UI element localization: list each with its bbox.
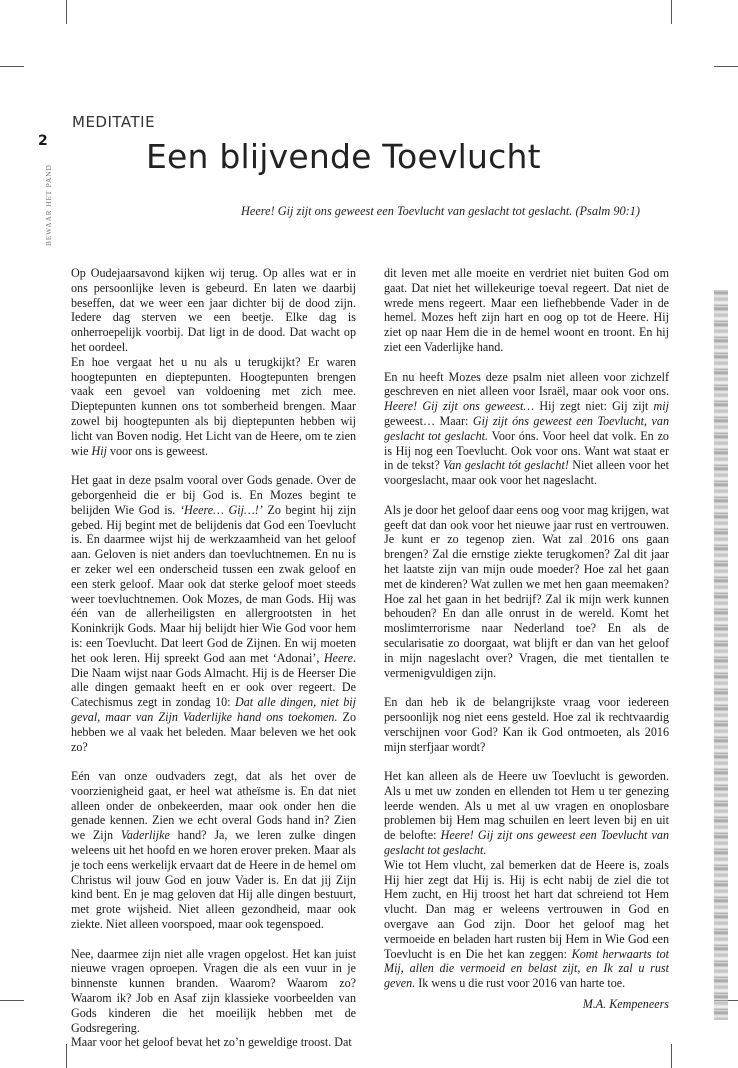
section-label: MEDITATIE	[72, 113, 156, 131]
paragraph: En hoe vergaat het u nu als u terugkijkt? Er waren hoogtepunten en dieptepunten. Hoogtepunten brengen vaak een gevoel van voldoening met zich mee. Dieptepunten kunnen ons tot somberheid brengen. Maar zowel bij hoogtepunten als bij dieptepunten hebben wij licht van Boven nodig. Het Licht van de Heere, om te zien wie Hij voor ons is geweest.	[71, 354, 356, 458]
paragraph: Maar voor het geloof bevat het zo’n geweldige troost. Dat	[71, 1035, 352, 1050]
left-column	[71, 266, 356, 1065]
paragraph: Wie tot Hem vlucht, zal bemerken dat de Heere is, zoals Hij hier zegt dat Hij is. Hij is echt nabij de ziel die tot Hem zucht, en Hij troost het hart dat schreiend tot Hem vlucht. Dan mag er weleens vertrouwen in God en overgave aan God zijn. Door het geloof mag het vermoeide en beladen hart rusten bij Hem in Wie God een Toevlucht is en Die het kan zeggen: Komt herwaarts tot Mij, allen die vermoeid en belast zijt, en Ik zal u rust geven. Ik wens u die rust voor 2016 van harte toe.	[384, 857, 670, 991]
page-title: Een blijvende Toevlucht	[146, 137, 541, 176]
paragraph: En dan heb ik de belangrijkste vraag voor iedereen persoonlijk nog niet eens gesteld. Hoe zal ik rechtvaardig verschijnen voor God? Kan ik God ontmoeten, als 2016 mijn sterfjaar wordt?	[384, 695, 669, 754]
crop-mark-bottom-left-h	[0, 1000, 24, 1001]
paragraph: Het gaat in deze psalm vooral over Gods genade. Over de geborgenheid die er bij God is. En Mozes begint te belijden Wie God is. ‘Heere… Gij…!’ Zo begint hij zijn gebed. Hij begint met de belijdenis dat God een Toevlucht is. En daarmee wijst hij de werkzaamheid van het geloof aan. Geloven is niet anders dan toevluchtnemen. En nu is er zeker wel een onderscheid tussen een zwak geloof en een sterk geloof. Maar ook dat sterke geloof moet steeds weer toevluchtnemen. Ook Mozes, de man Gods. Hij was één van de allerheiligsten en allergrootsten in het Koninkrijk Gods. Maar hij belijdt hier Wie God voor hem is: een Toevlucht. Dat leert God de Zijnen. En wij moeten het ook leren. Hij spreekt God aan met ‘Adonai’, Heere. Die Naam wijst naar Gods Almacht. Hij is de Heerser Die alle dingen gemaakt heeft en er ook over regeert. De Catechismus zegt in zondag 10: Dat alle dingen, niet bij geval, maar van Zijn Vaderlijke hand ons toekomen. Zo hebben we al vaak het beleden. Maar beleven we het ook zo?	[71, 473, 356, 754]
decorative-wood-grain-strip	[714, 290, 728, 1020]
paragraph: Nee, daarmee zijn niet alle vragen opgelost. Het kan juist nieuwe vragen oproepen. Vragen die als een vuur in je binnenste kunnen branden. Waarom? Waarom zo? Waarom ik? Job en Asaf zijn klassieke voorbeelden van Gods kinderen die het moeilijk hebben met de Godsregering.	[71, 946, 356, 1035]
paragraph: En nu heeft Mozes deze psalm niet alleen voor zichzelf geschreven en niet alleen voor Israël, maar ook voor ons. Heere! Gij zijt ons geweest… Hij zegt niet: Gij zijt mij geweest… Maar: Gij zijt óns geweest een Toevlucht, van geslacht tot geslacht. Voor óns. Voor heel dat volk. En zo is Hij nog een Toevlucht. Ook voor ons. Want wat staat er in de tekst? Van geslacht tót geslacht! Niet alleen voor het voorgeslacht, maar ook voor het nageslacht.	[384, 369, 670, 488]
crop-mark-top-right-h	[714, 66, 738, 67]
crop-mark-top-left-v	[66, 0, 67, 24]
paragraph: Het kan alleen als de Heere uw Toevlucht is geworden. Als u met uw zonden en ellenden tot Hem u ter genezing leerde wenden. Als u met al uw vragen en onoplosbare problemen bij Hem mag schuilen en leert leven bij en uit de belofte: Heere! Gij zijt ons geweest een Toevlucht van geslacht tot geslacht.	[384, 769, 669, 858]
page-number: 2	[38, 133, 48, 149]
author-signature: M.A. Kempeneers	[582, 997, 669, 1012]
paragraph: Als je door het geloof daar eens oog voor mag krijgen, wat geeft dat dan ook voor het nieuwe jaar rust en vertrouwen. Je kunt er zo tegenop zien. Wat zal 2016 ons gaan brengen? Zal die ernstige ziekte terugkomen? Zal dit jaar het laatste zijn van mijn oude moeder? Hoe zal het gaan met de kinderen? Wat zullen we met hen gaan meemaken? Hoe zal het gaan in het bedrijf? Zal ik mijn werk kunnen behouden? En dan alle onrust in de wereld. Komt het moslimterrorisme naar Nederland toe? En als de secularisatie zo doorgaat, wat blijft er dan van het geloof in mijn nageslacht over? Vragen, die met tientallen te vermenigvuldigen zijn.	[384, 502, 669, 680]
crop-mark-top-right-v	[671, 0, 672, 24]
paragraph: dit leven met alle moeite en verdriet niet buiten God om gaat. Dat niet het willekeurige toeval regeert. Dat niet de wrede mens regeert. Maar een liefhebbende Vader in de hemel. Mozes heft zijn hart en oog op tot de Heere. Hij ziet op naar Hem die in de hemel woont en troont. En hij ziet een Vaderlijke hand.	[384, 266, 669, 354]
crop-mark-top-left-h	[0, 66, 24, 67]
paragraph: Op Oudejaarsavond kijken wij terug. Op alles wat er in ons persoonlijke leven is gebeurd. En laten we daarbij beseffen, dat we weer een jaar dichter bij de dood zijn. Iedere dag sterven we een beetje. Elke dag is onherroepelijk voorbij. Dat ligt in de dood. Dat wacht op het oordeel.	[71, 266, 356, 354]
motto-quote: Heere! Gij zijt ons geweest een Toevlucht van geslacht tot geslacht. (Psalm 90:1)	[241, 204, 640, 218]
paragraph: Eén van onze oudvaders zegt, dat als het over de voorzienigheid gaat, er heel wat atheïsme is. En dat niet alleen onder de onbekeerden, maar ook onder hen die genade kennen. Zien we echt overal Gods hand in? Zien we Zijn Vaderlijke hand? Ja, we leren zulke dingen weleens uit het hoofd en we horen erover preken. Maar als je toch eens werkelijk ervaart dat de Heere in de hemel om Christus wil jouw God en jouw Vader is. En dat jij Zijn kind bent. En je mag geloven dat Hij alle dingen bestuurt, met grote wijsheid. Niet alleen gezondheid, maar ook ziekte. Niet alleen voorspoed, maar ook tegenspoed.	[71, 769, 356, 932]
side-label: BEWAAR HET PAND	[44, 164, 53, 246]
crop-mark-bottom-right-v	[671, 1044, 672, 1068]
right-column	[384, 266, 669, 1012]
crop-mark-bottom-left-v	[66, 1044, 67, 1068]
